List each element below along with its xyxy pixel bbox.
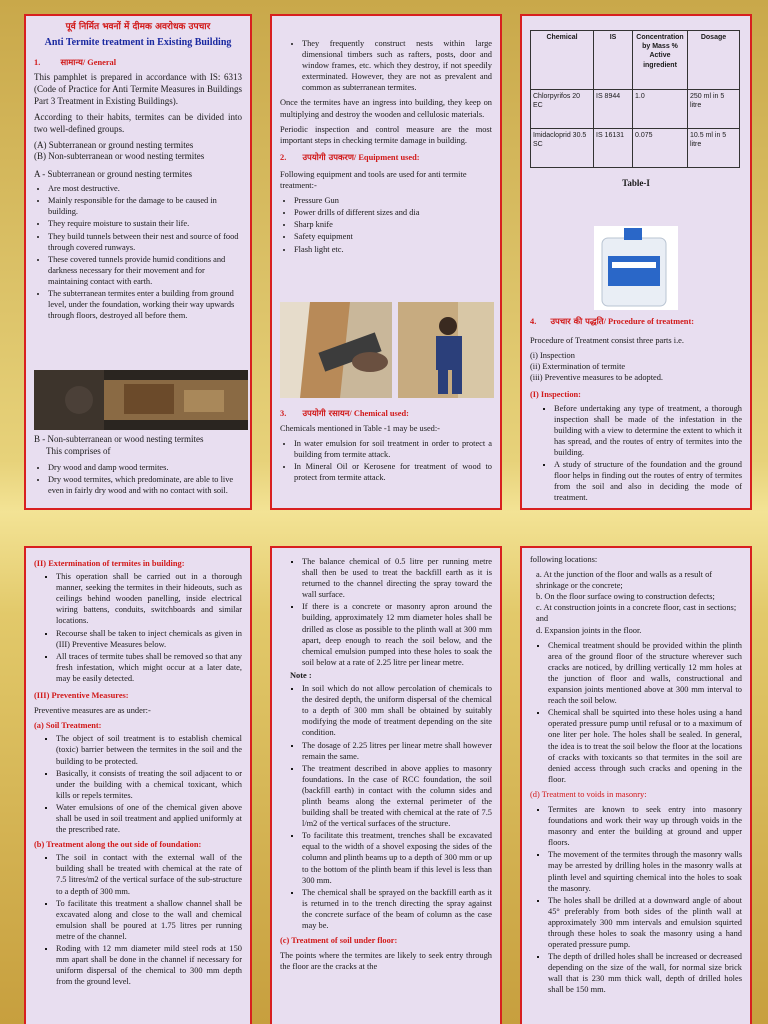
panel-equipment [270,14,502,510]
inspection-paragraph: Periodic inspection and control measure are the most important steps in checking termite damage in building. [280,124,492,145]
table-header-row [531,31,740,90]
list-item: ▪ Chemical treatment should be provided within the plinth area of the ground floor of the structure wherever such cracks are noticed, by drilling vertically 12 mm holes at the junction of floor and walls, constructional and expansion joints mentioned above at 300 mm interval to reach the soil below. [548,640,742,707]
list-item: ▪ Basically, it consists of treating the soil adjacent to or under the building with a chemical toxicant, which kills or repels termites. [56,768,242,801]
extermination-heading: (II) Extermination of termites in building: [34,559,185,568]
locations-list [530,569,742,636]
list-item: ▪ This operation shall be carried out in a thorough manner, seeking the termites in their hideouts, such as ceilings behind wooden panelling, inside electrical wiring battens, conduits, switchboards and similar locations. [56,571,242,626]
preventive-heading: (III) Preventive Measures: [34,691,129,701]
table-header: Concentration by Mass % Active ingredient [633,31,688,90]
chemical-container-photo [594,226,678,310]
note-label: Note : [290,670,312,680]
list-item: ▪ The treatment described in above applies to masonry foundations. In the case of RCC foundation, the soil (backfill earth) in contact with the column sides and plinth beams along the external perimeter of the building shall be treated with chemical at the rate of 7.5 l/m2 of the vertical surfaces of the structure. [302,763,492,830]
panel-foundation [270,546,502,1024]
list-item: ▪ The soil in contact with the external wall of the building shall be treated with chemical at the rate of 7.5 litres/m2 of the vertical surface of the sub-structure to a depth of 300 mm. [56,852,242,896]
backfill-list [280,556,492,668]
list-item: ▪ All traces of termite tubes shall be removed so that any fresh infestation, which might occur at a later date, may be easily detected. [56,651,242,684]
inspection-list [530,403,742,504]
locations-intro: following locations: [530,555,598,564]
chemical-intro: Chemicals mentioned in Table -1 may be used:- [280,424,440,434]
equipment-intro: Following equipment and tools are used for anti termite treatment:- [280,169,467,191]
procedure-intro: Procedure of Treatment consist three parts i.e. [530,336,684,346]
section-chemical-heading: 3. उपयोगी रसायन/ Chemical used: [280,408,409,418]
note-list [280,683,492,931]
section-procedure-heading: 4. उपचार की पद्धति/ Procedure of treatment: [530,316,695,326]
table-header: Chemical [531,31,594,90]
list-item: • Mainly responsible for the damage to be caused in building. [48,195,242,217]
group-b-heading: B - Non-subterranean or wood nesting termites [34,434,204,444]
list-item: ▪ The dosage of 2.25 litres per linear metre shall however remain the same. [302,740,492,762]
group-a-list [34,183,242,321]
chemical-table [530,30,740,168]
list-item: • They build tunnels between their nest and source of food through covered runways. [48,231,242,253]
list-item: • The subterranean termites enter a building from ground level, under the foundation, working their way upwards through floors, destroyed all before them. [48,288,242,321]
list-item: • In Mineral Oil or Kerosene for treatment of wood to protect from termite attack. [294,461,492,483]
drilling-photo [280,302,392,398]
list-item: • In water emulsion for soil treatment in order to protect a building from termite attack. [294,438,492,460]
table-header: IS [594,31,633,90]
list-item: d. Expansion joints in the floor. [536,625,642,635]
list-item: ▪ Water emulsions of one of the chemical given above shall be used in soil treatment and applied uniformly at the prescribed rate. [56,802,242,835]
groups-paragraph: According to their habits, termites can be divided into two well-defined groups. [34,111,242,134]
table-cell: IS 16131 [594,129,633,168]
list-item: ▪ The object of soil treatment is to establish chemical (toxic) barrier between the termites in the soil and the building to be protected. [56,733,242,766]
table-caption: Table-I [622,178,650,188]
list-item: ▪ Chemical shall be squirted into these holes using a hand operated pressure pump until refusal or to a maximum of one liter per hole. The holes shall be sealed. In general, the idea is to treat the soil below the floor at the locations of cracks with toxicants so that termites in the soil are denied access through such cracks and opening in the floor. [548,707,742,785]
list-item: • Are most destructive. [48,183,242,194]
floor-treatment-list [530,640,742,785]
table-cell: 250 ml in 5 litre [688,90,740,129]
panel-voids [520,546,752,1024]
table-row [531,129,740,168]
list-item: ▪ A study of structure of the foundation and the ground floor helps in finding out the routes of entry of termites from the soil and also in deciding the mode of treatment. [554,459,742,503]
list-item: • They require moisture to sustain their life. [48,218,242,229]
procedure-part: (ii) Extermination of termite [530,362,626,372]
list-item: ▪ In soil which do not allow percolation of chemicals to the desired depth, the uniform dispersal of the chemical to a depth of 300 mm shall be obtained by suitably modifying the mode of treatment depending on the site condition. [302,683,492,738]
group-b: (B) Non-subterranean or wood nesting termites [34,151,205,162]
table-header: Dosage [688,31,740,90]
under-floor-text: The points where the termites are likely to seek entry through the floor are the cracks at the [280,951,492,972]
list-item: ▪ Recourse shall be taken to inject chemicals as given in (III) Preventive Measures below. [56,628,242,650]
list-item: ▪ Before undertaking any type of treatment, a thorough inspection shall be made of the infestation in the building with a view to determine the extent to which it has spread, and the routes of entry of termites into the building. [554,403,742,458]
list-item: ▪ The balance chemical of 0.5 litre per running metre shall then be used to treat the backfill earth as it is returned to the channel directing the spray toward the wall surface. [302,556,492,600]
list-item: c. At construction joints in a concrete floor, cast in sections; and [536,603,737,624]
list-item: ▪ To facilitate this treatment, trenches shall be excavated equal to the width of a shovel exposing the sides of the column and plinth beams up to a depth of 300 mm or up to the bottom of the plinth beam if this level is less than 300 mm. [302,830,492,885]
table-cell: 1.0 [633,90,688,129]
list-item: • Pressure Gun [294,195,492,206]
list-item: ▪ Roding with 12 mm diameter mild steel rods at 150 mm apart shall be done in the channel if necessary for uniform dispersal of the chemical to 300 mm depth from the ground level. [56,943,242,987]
table-cell: IS 8944 [594,90,633,129]
table-cell: 0.075 [633,129,688,168]
soil-treatment-heading: (a) Soil Treatment: [34,721,102,731]
worker-photo [398,302,494,398]
voids-list [530,804,742,996]
page-title: Anti Termite treatment in Existing Building [44,36,232,48]
intro-paragraph: This pamphlet is prepared in accordance with IS: 6313 (Code of Practice for Anti Termite Measures in Buildings Part 3 Treatment in Existing Buildings). [34,72,242,106]
list-item: a. At the junction of the floor and walls as a result of shrinkage or the concrete; [536,570,713,591]
list-item: • Flash light etc. [294,244,492,255]
list-item: b. On the floor surface owing to construction defects; [536,592,715,602]
group-b-sub: This comprises of [46,445,111,456]
table-cell: Chlorpyrifos 20 EC [531,90,594,129]
group-b-list [34,462,242,496]
list-item: ▪ Termites are known to seek entry into masonry foundations and work their way up through voids in the masonry and enter the building at ground and upper floors. [548,804,742,848]
termite-damage-photo [34,370,248,430]
table-cell: Imidacloprid 30.5 SC [531,129,594,168]
table-cell: 10.5 ml in 5 litre [688,129,740,168]
procedure-part: (iii) Preventive measures to be adopted. [530,373,664,383]
list-item: • They frequently construct nests within large dimensional timbers such as rafters, posts, door and window frames, etc. which they destroy, if not speedily exterminated. However, they are not as prevalent and common as subterranean termites. [302,38,492,93]
list-item: ▪ The movement of the termites through the masonry walls may be arrested by drilling holes in the masonry walls at plinth level and squirting chemical into the holes to soak the masonry. [548,849,742,893]
list-item: • Dry wood and damp wood termites. [48,462,242,473]
chemical-list [280,438,492,483]
list-item: • Dry wood termites, which predominate, are able to live even in fairly dry wood and with no contact with soil. [48,474,242,496]
outside-foundation-heading: (b) Treatment along the out side of foundation: [34,840,202,850]
list-item: ▪ If there is a concrete or masonry apron around the building, approximately 12 mm diameter holes shall be drilled as close as possible to the plinth wall at 300 mm apart, deep enough to reach the soil below, and the chemical emulsion pumped into these holes to soak the soil below at a rate of 2.25 litre per linear metre. [302,601,492,668]
inspection-heading: (I) Inspection: [530,390,581,400]
preventive-intro: Preventive measures are as under:- [34,706,151,716]
panel-procedure [520,14,752,510]
list-item: • Sharp knife [294,219,492,230]
list-item: • Safety equipment [294,231,492,242]
ingress-paragraph: Once the termites have an ingress into building, they keep on multiplying and destroy the wooden and cellulosic materials. [280,98,492,119]
voids-heading: (d) Treatment to voids in masonry: [530,789,647,799]
list-item: ▪ The holes shall be drilled at a downward angle of about 45° preferably from both sides of the plinth wall at approximately 300 mm intervals and emulsion squirted through these holes to soak the masonry using a hand operated pressure pump. [548,895,742,950]
list-item: ▪ The chemical shall be sprayed on the backfill earth as it is returned in to the trench directing the spray against the concrete surface of the beam of column as the case may be. [302,887,492,931]
procedure-part: (i) Inspection [530,351,575,361]
group-a-heading: A - Subterranean or ground nesting termites [34,169,192,180]
list-item: ▪ To facilitate this treatment a shallow channel shall be excavated along and close to the wall and chemical emulsion shall be poured at 1.75 litres per running metre of the channel. [56,898,242,942]
panel-general [24,14,252,510]
section-general-heading: 1. सामान्य/ General [34,57,117,68]
list-item: • Power drills of different sizes and dia [294,207,492,218]
list-item: ▪ The depth of drilled holes shall be increased or decreased depending on the size of the wall, for normal size brick wall that is 230 mm thick wall, depth of drilled holes shall be 150 mm. [548,951,742,995]
panel-extermination [24,546,252,1024]
wood-termite-list [280,38,492,93]
soil-treatment-list [34,733,242,835]
under-floor-heading: (c) Treatment of soil under floor: [280,936,398,946]
hindi-title: पूर्व निर्मित भवनों में दीमक अवरोधक उपचार [65,22,211,32]
table-row [531,90,740,129]
section-equipment-heading: 2. उपयोगी उपकरण/ Equipment used: [280,151,420,162]
equipment-list [280,195,492,254]
list-item: • These covered tunnels provide humid conditions and darkness necessary for their movement and for maintaining contact with earth. [48,254,242,287]
outside-foundation-list [34,852,242,987]
extermination-list [34,571,242,684]
group-a: (A) Subterranean or ground nesting termites [34,139,194,150]
